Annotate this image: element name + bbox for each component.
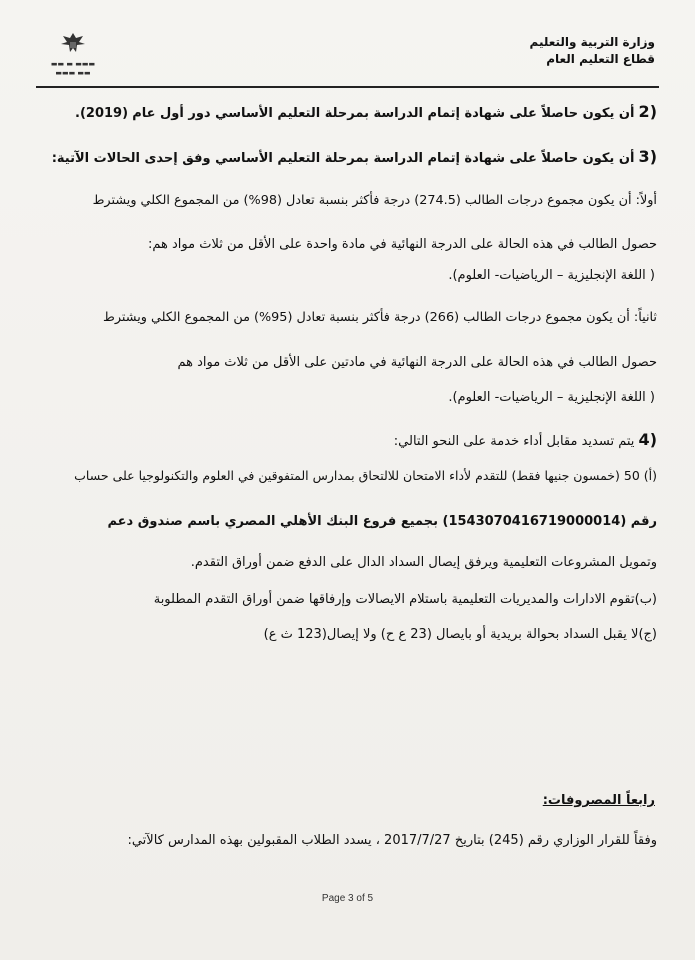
fees-heading: رابعاً المصروفات: xyxy=(542,793,655,808)
item-4-text: يتم تسديد مقابل أداء خدمة على النحو التالي: xyxy=(393,434,635,449)
case-second-line-3: ( اللغة الإنجليزية – الرياضيات- العلوم). xyxy=(448,390,655,405)
ministry-name: وزارة التربية والتعليم xyxy=(529,35,655,49)
item-4-number: (4 xyxy=(638,430,657,449)
fees-text: وفقاً للقرار الوزاري رقم (245) بتاريخ 2017/7/27 ، يسدد الطلاب المقبولين بهذه المدارس كالآتي: xyxy=(127,833,657,848)
sector-name: قطاع التعليم العام xyxy=(546,52,655,66)
case-second-line-1: ثانياً: أن يكون مجموع درجات الطالب (266) درجة فأكثر بنسبة تعادل (95%) من المجموع الكلي ويشترط xyxy=(103,310,657,325)
case-first-line-3: ( اللغة الإنجليزية – الرياضيات- العلوم). xyxy=(448,268,655,283)
ministry-logo: ▬▬ ▬ ▬▬▬ ▬▬▬ ▬▬ xyxy=(38,30,108,86)
case-first-line-1: أولاً: أن يكون مجموع درجات الطالب (274.5) درجة فأكثر بنسبة تعادل (98%) من المجموع الكلي ويشترط xyxy=(92,193,657,208)
header-divider xyxy=(36,86,659,88)
item-3 xyxy=(52,147,657,166)
item-2-number: (2 xyxy=(638,102,657,121)
case-second-line-2: حصول الطالب في هذه الحالة على الدرجة النهائية في مادتين على الأقل من ثلاث مواد هم xyxy=(177,355,657,370)
item-a-line-2: رقم (1543070416719000014) بجميع فروع البنك الأهلي المصري باسم صندوق دعم xyxy=(107,514,657,529)
case-first-line-2: حصول الطالب في هذه الحالة على الدرجة النهائية في مادة واحدة على الأقل من ثلاث مواد هم: xyxy=(148,237,657,252)
eagle-emblem-icon xyxy=(53,30,93,56)
item-3-number: (3 xyxy=(638,147,657,166)
item-4 xyxy=(394,430,657,449)
item-a-line-3: وتمويل المشروعات التعليمية ويرفق إيصال السداد الدال على الدفع ضمن أوراق التقدم. xyxy=(190,555,657,570)
item-2-text: أن يكون حاصلاً على شهادة إتمام الدراسة بمرحلة التعليم الأساسي دور أول عام xyxy=(132,106,635,121)
item-2 xyxy=(75,102,657,121)
item-b: (ب)تقوم الادارات والمديريات التعليمية باستلام الايصالات وإرفاقها ضمن أوراق التقدم المطلوبة xyxy=(153,592,657,607)
item-2-year: (2019). xyxy=(75,106,129,121)
item-c: (ج)لا يقبل السداد بحوالة بريدية أو بايصال (23 ع ح) ولا إيصال(123 ث ع) xyxy=(263,627,657,642)
page-number: Page 3 of 5 xyxy=(321,893,374,904)
item-a-line-1: (أ) 50 (خمسون جنيها فقط) للتقدم لأداء الامتحان للالتحاق بمدارس المتفوقين في العلوم والتكنولوجيا على حساب xyxy=(74,468,657,483)
item-3-text: أن يكون حاصلاً على شهادة إتمام الدراسة بمرحلة التعليم الأساسي وفق إحدى الحالات الآتية: xyxy=(51,151,635,166)
ministry-header xyxy=(530,34,655,68)
